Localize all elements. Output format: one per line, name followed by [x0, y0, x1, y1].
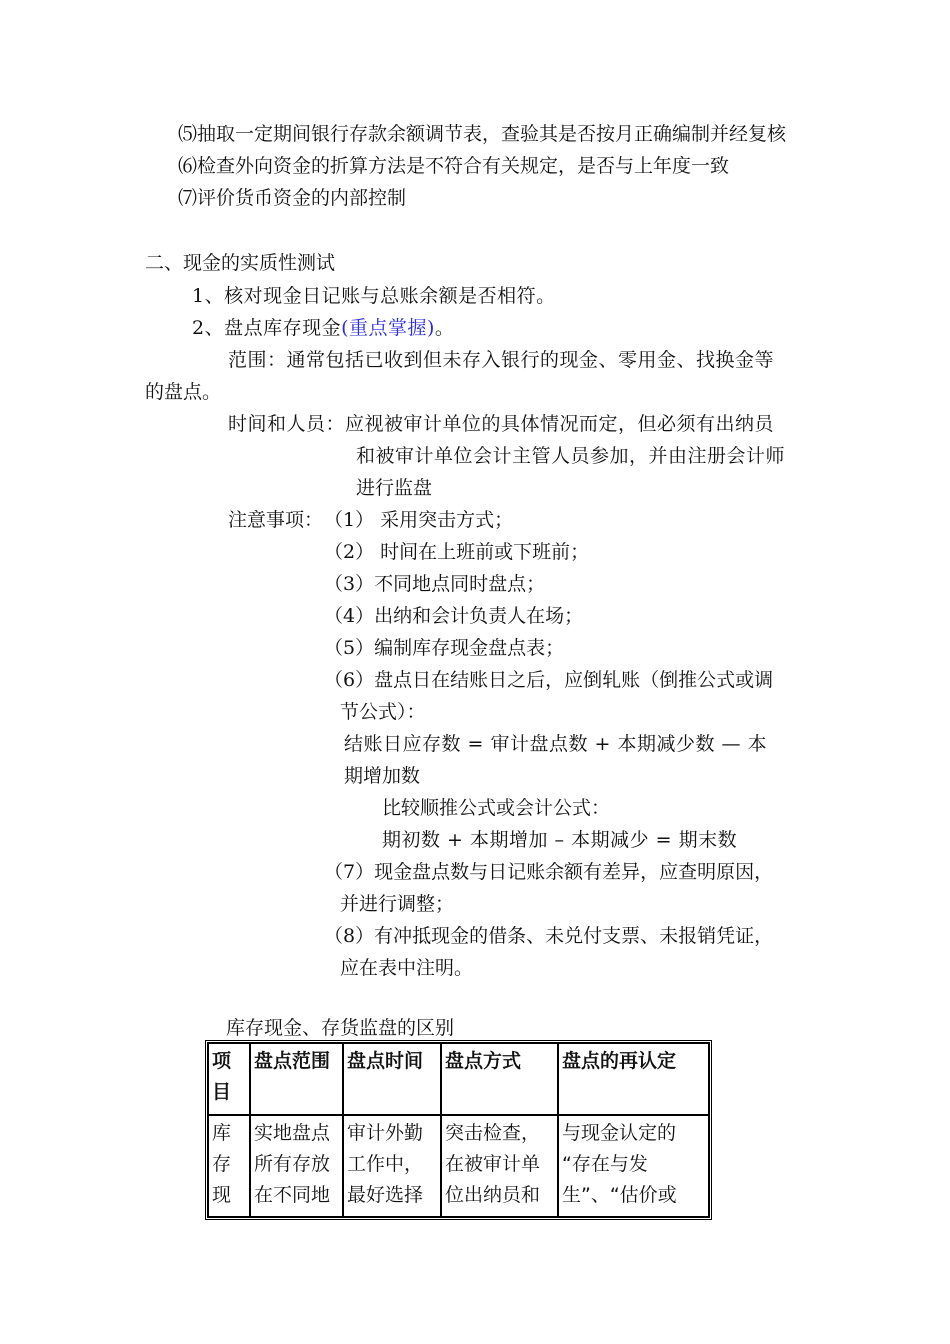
header-method: 盘点方式: [441, 1043, 558, 1115]
scope-line-1: 范围：通常包括已收到但未存入银行的现金、零用金、找换金等: [228, 349, 775, 371]
audit-step-6: ⑹检查外向资金的折算方法是不符合有关规定，是否与上年度一致: [178, 155, 730, 177]
time-line-1: 时间和人员：应视被审计单位的具体情况而定，但必须有出纳员: [228, 413, 775, 435]
header-scope: 盘点范围: [250, 1043, 343, 1115]
section-title: 二、现金的实质性测试: [145, 252, 336, 274]
cell-item: 库 存 现: [208, 1115, 250, 1217]
table-row: [208, 1115, 709, 1217]
compare-label: 比较顺推公式或会计公式：: [382, 797, 611, 819]
item-2-highlight: (重点掌握): [341, 317, 435, 339]
item-2: [192, 316, 454, 340]
cell-scope: 实地盘点 所有存放 在不同地: [250, 1115, 343, 1217]
formula-1-line-2: 期增加数: [344, 765, 421, 787]
cell-method: 突击检查， 在被审计单 位出纳员和: [441, 1115, 558, 1217]
notes-label: 注意事项：: [228, 509, 324, 531]
note-4: （4）出纳和会计负责人在场；: [324, 605, 584, 627]
note-3: （3）不同地点同时盘点；: [324, 573, 546, 595]
note-8-line-1: （8）有冲抵现金的借条、未兑付支票、未报销凭证，: [324, 925, 774, 947]
note-2: （2） 时间在上班前或下班前；: [324, 541, 590, 563]
comparison-table: [205, 1040, 712, 1220]
note-1: （1） 采用突击方式；: [324, 509, 514, 531]
audit-step-5: ⑸抽取一定期间银行存款余额调节表，查验其是否按月正确编制并经复核: [178, 123, 787, 145]
audit-step-7: ⑺评价货币资金的内部控制: [178, 187, 407, 209]
note-7-line-2: 并进行调整；: [340, 893, 455, 915]
note-8-line-2: 应在表中注明。: [340, 957, 474, 979]
time-line-3: 进行监盘: [356, 477, 433, 499]
note-6-line-1: （6）盘点日在结账日之后，应倒轧账（倒推公式或调: [324, 669, 774, 691]
header-item: 项 目: [208, 1043, 250, 1115]
cell-time: 审计外勤 工作中， 最好选择: [343, 1115, 441, 1217]
formula-1-line-1: 结账日应存数 = 审计盘点数 + 本期减少数 — 本: [344, 733, 768, 755]
note-7-line-1: （7）现金盘点数与日记账余额有差异，应查明原因，: [324, 861, 774, 883]
formula-2: 期初数 + 本期增加 – 本期减少 = 期末数: [382, 829, 738, 851]
note-6-line-2: 节公式）：: [340, 701, 426, 723]
item-1: 1、核对现金日记账与总账余额是否相符。: [192, 285, 556, 307]
table-header-row: [208, 1043, 709, 1115]
cell-reconfirm: 与现金认定的 “存在与发 生”、“估价或: [558, 1115, 709, 1217]
table-caption: 库存现金、存货监盘的区别: [226, 1017, 455, 1039]
time-line-2: 和被审计单位会计主管人员参加，并由注册会计师: [356, 445, 786, 467]
header-reconfirm: 盘点的再认定: [558, 1043, 709, 1115]
header-time: 盘点时间: [343, 1043, 441, 1115]
note-5: （5）编制库存现金盘点表；: [324, 637, 565, 659]
item-2-text: 2、盘点库存现金: [192, 317, 342, 339]
item-2-suffix: 。: [434, 317, 455, 339]
scope-line-2: 的盘点。: [145, 381, 222, 403]
